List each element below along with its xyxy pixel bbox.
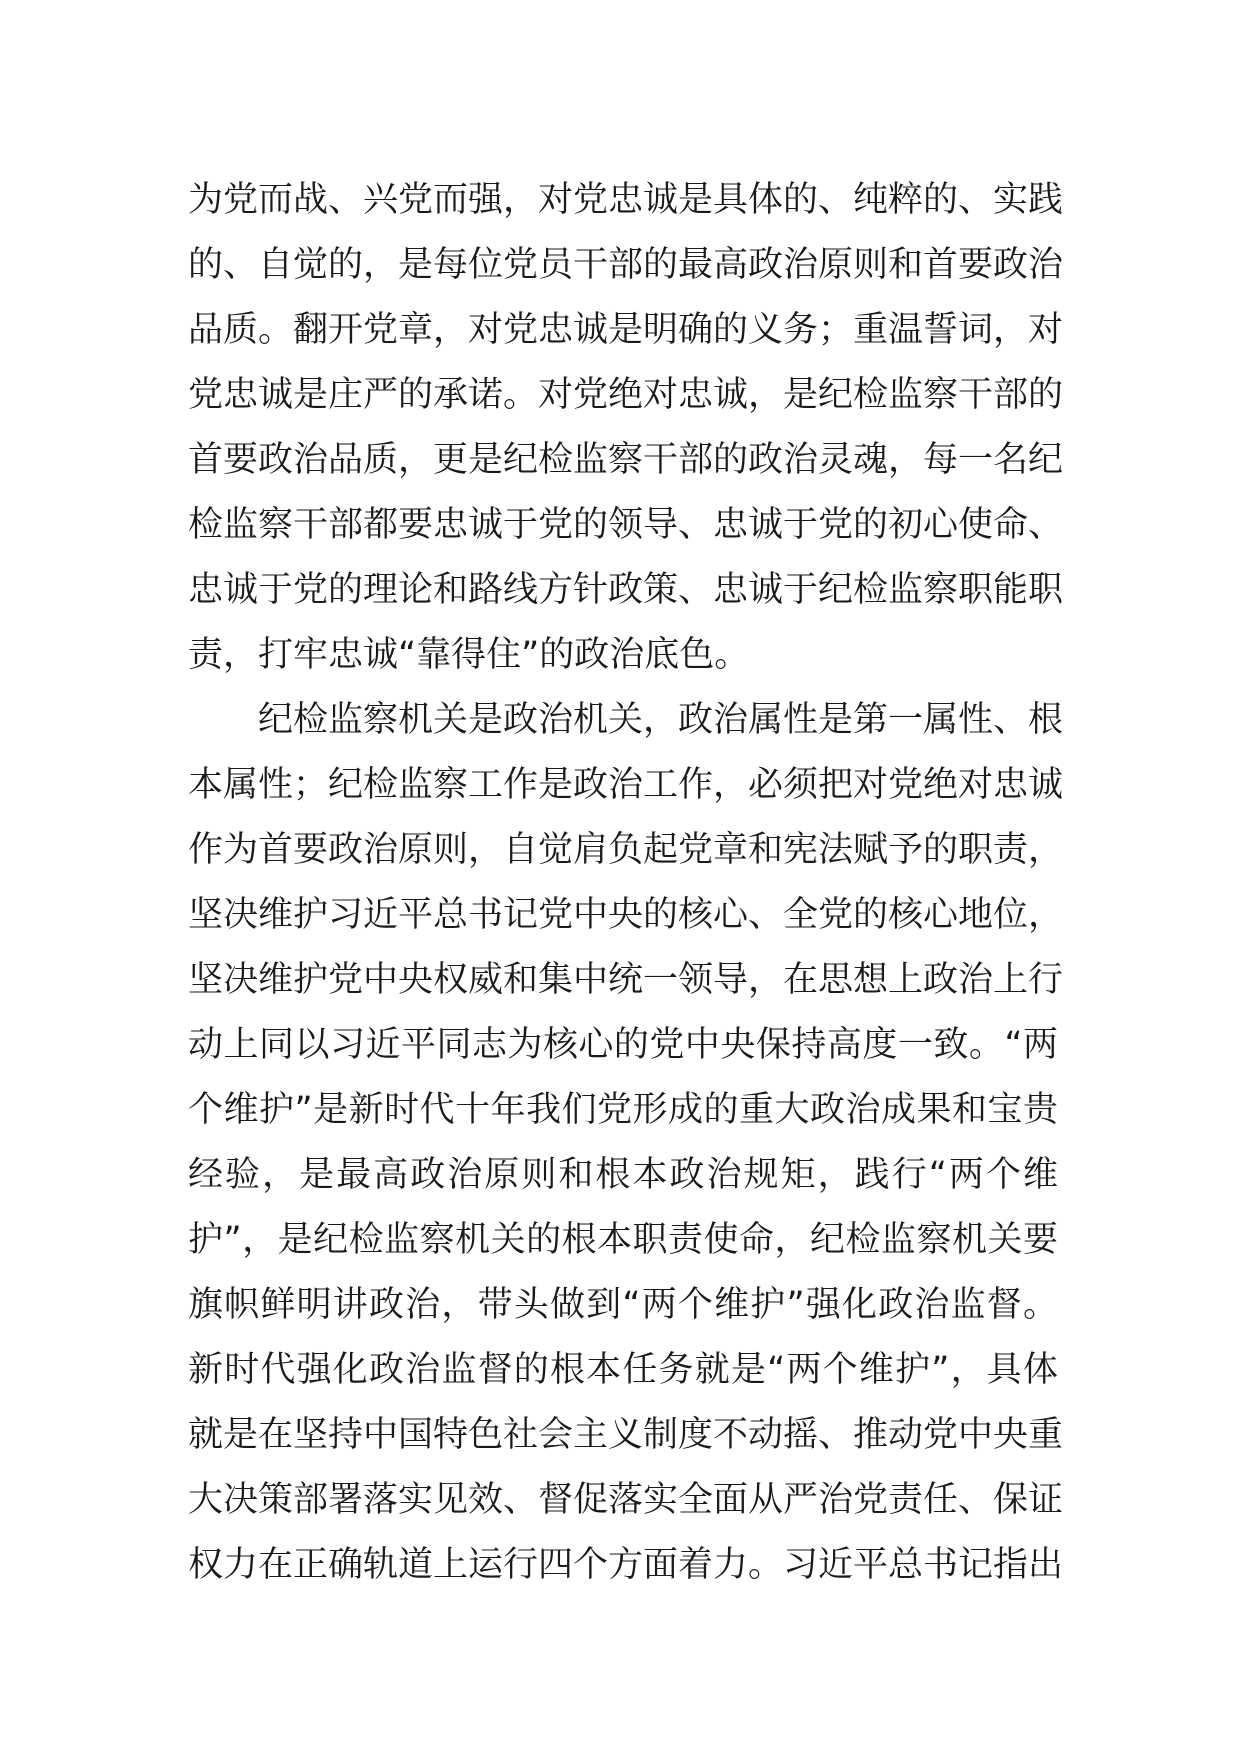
paragraph-1-line-2: 的、自觉的，是每位党员干部的最高政治原则和首要政治 (188, 245, 1064, 285)
paragraph-2-line-5: 坚决维护党中央权威和集中统一领导，在思想上政治上行 (188, 960, 1064, 1000)
paragraph-2-line-2: 本属性；纪检监察工作是政治工作，必须把对党绝对忠诚 (188, 765, 1064, 805)
paragraph-2-line-7: 个维护”是新时代十年我们党形成的重大政治成果和宝贵 (188, 1090, 1058, 1130)
paragraph-1-line-7: 忠诚于党的理论和路线方针政策、忠诚于纪检监察职能职 (188, 570, 1064, 610)
paragraph-2-line-13: 大决策部署落实见效、督促落实全面从严治党责任、保证 (188, 1480, 1064, 1520)
paragraph-2-line-8: 经验，是最高政治原则和根本政治规矩，践行“两个维 (188, 1155, 1058, 1195)
paragraph-2-line-3: 作为首要政治原则，自觉肩负起党章和宪法赋予的职责， (188, 830, 1064, 870)
paragraph-1-line-6: 检监察干部都要忠诚于党的领导、忠诚于党的初心使命、 (188, 505, 1064, 545)
paragraph-2-line-6: 动上同以习近平同志为核心的党中央保持高度一致。“两 (188, 1025, 1058, 1065)
paragraph-1-line-1: 为党而战、兴党而强，对党忠诚是具体的、纯粹的、实践 (188, 180, 1064, 220)
paragraph-1-line-5: 首要政治品质，更是纪检监察干部的政治灵魂，每一名纪 (188, 440, 1064, 480)
paragraph-2-line-14: 权力在正确轨道上运行四个方面着力。习近平总书记指出 (188, 1545, 1064, 1585)
paragraph-2-line-1: 纪检监察机关是政治机关，政治属性是第一属性、根 (258, 700, 1064, 740)
body-text (188, 168, 1064, 1598)
paragraph-2-line-9: 护”，是纪检监察机关的根本职责使命，纪检监察机关要 (188, 1220, 1058, 1260)
paragraph-1-line-3: 品质。翻开党章，对党忠诚是明确的义务；重温誓词，对 (188, 310, 1064, 350)
paragraph-1-line-8: 责，打牢忠诚“靠得住”的政治底色。 (188, 635, 750, 675)
paragraph-2-line-11: 新时代强化政治监督的根本任务就是“两个维护”，具体 (188, 1350, 1058, 1390)
paragraph-2-line-10: 旗帜鲜明讲政治，带头做到“两个维护”强化政治监督。 (188, 1285, 1058, 1325)
paragraph-2-line-12: 就是在坚持中国特色社会主义制度不动摇、推动党中央重 (188, 1415, 1064, 1455)
paragraph-1-line-4: 党忠诚是庄严的承诺。对党绝对忠诚，是纪检监察干部的 (188, 375, 1064, 415)
paragraph-2-line-4: 坚决维护习近平总书记党中央的核心、全党的核心地位， (188, 895, 1064, 935)
